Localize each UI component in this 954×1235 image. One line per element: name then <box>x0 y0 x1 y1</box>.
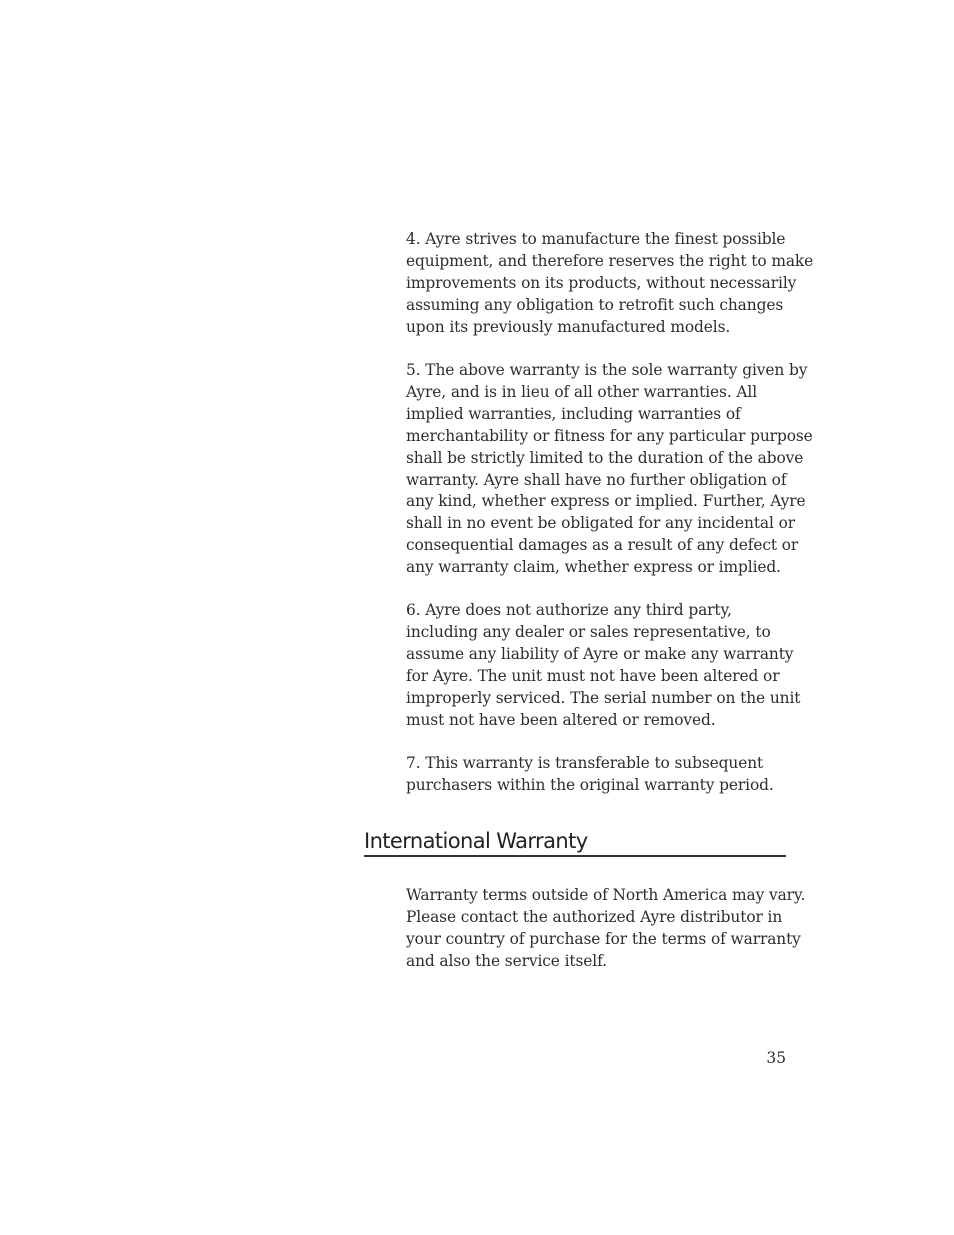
text-line: consequential damages as a result of any defect or <box>406 536 799 555</box>
text-line: and also the service itself. <box>406 951 607 970</box>
text-line: improvements on its products, without necessarily <box>406 273 797 292</box>
text-line: assuming any obligation to retrofit such changes <box>406 295 784 314</box>
text-line: equipment, and therefore reserves the right to make <box>406 251 814 270</box>
warranty-term-7 <box>406 753 790 797</box>
text-line: including any dealer or sales representative, to <box>406 622 771 641</box>
text-line: shall in no event be obligated for any incidental or <box>406 514 796 533</box>
text-line: 7. This warranty is transferable to subsequent <box>406 754 764 772</box>
international-warranty-section-heading <box>364 828 786 857</box>
text-line: your country of purchase for the terms of warranty <box>406 929 801 948</box>
text-line: any warranty claim, whether express or implied. <box>406 558 781 577</box>
text-line: improperly serviced. The serial number on the unit <box>406 688 801 707</box>
text-line: 6. Ayre does not authorize any third party, <box>406 601 732 619</box>
text-line: upon its previously manufactured models. <box>406 317 731 336</box>
text-line: warranty. Ayre shall have no further obligation of <box>406 470 787 489</box>
text-line: must not have been altered or removed. <box>406 710 716 729</box>
page-number: 35 <box>766 1049 786 1067</box>
text-line: any kind, whether express or implied. Further, Ayre <box>406 492 806 511</box>
text-line: assume any liability of Ayre or make any warranty <box>406 644 794 663</box>
text-line: merchantability or fitness for any particular purpose <box>406 426 813 445</box>
text-line: implied warranties, including warranties of <box>406 404 741 423</box>
warranty-term-5 <box>406 360 813 579</box>
warranty-term-6 <box>406 600 801 731</box>
warranty-term-4 <box>406 229 814 339</box>
section-title: International Warranty <box>364 829 588 853</box>
text-line: Warranty terms outside of North America may vary. <box>406 886 806 904</box>
international-warranty-text <box>406 885 806 973</box>
text-line: 4. Ayre strives to manufacture the finest possible <box>406 230 786 248</box>
text-line: Please contact the authorized Ayre distributor in <box>406 907 783 926</box>
text-line: purchasers within the original warranty period. <box>406 775 774 794</box>
text-line: Ayre, and is in lieu of all other warranties. All <box>406 382 758 401</box>
text-line: for Ayre. The unit must not have been altered or <box>406 666 780 685</box>
text-line: shall be strictly limited to the duration of the above <box>406 448 804 467</box>
text-line: 5. The above warranty is the sole warranty given by <box>406 361 808 379</box>
